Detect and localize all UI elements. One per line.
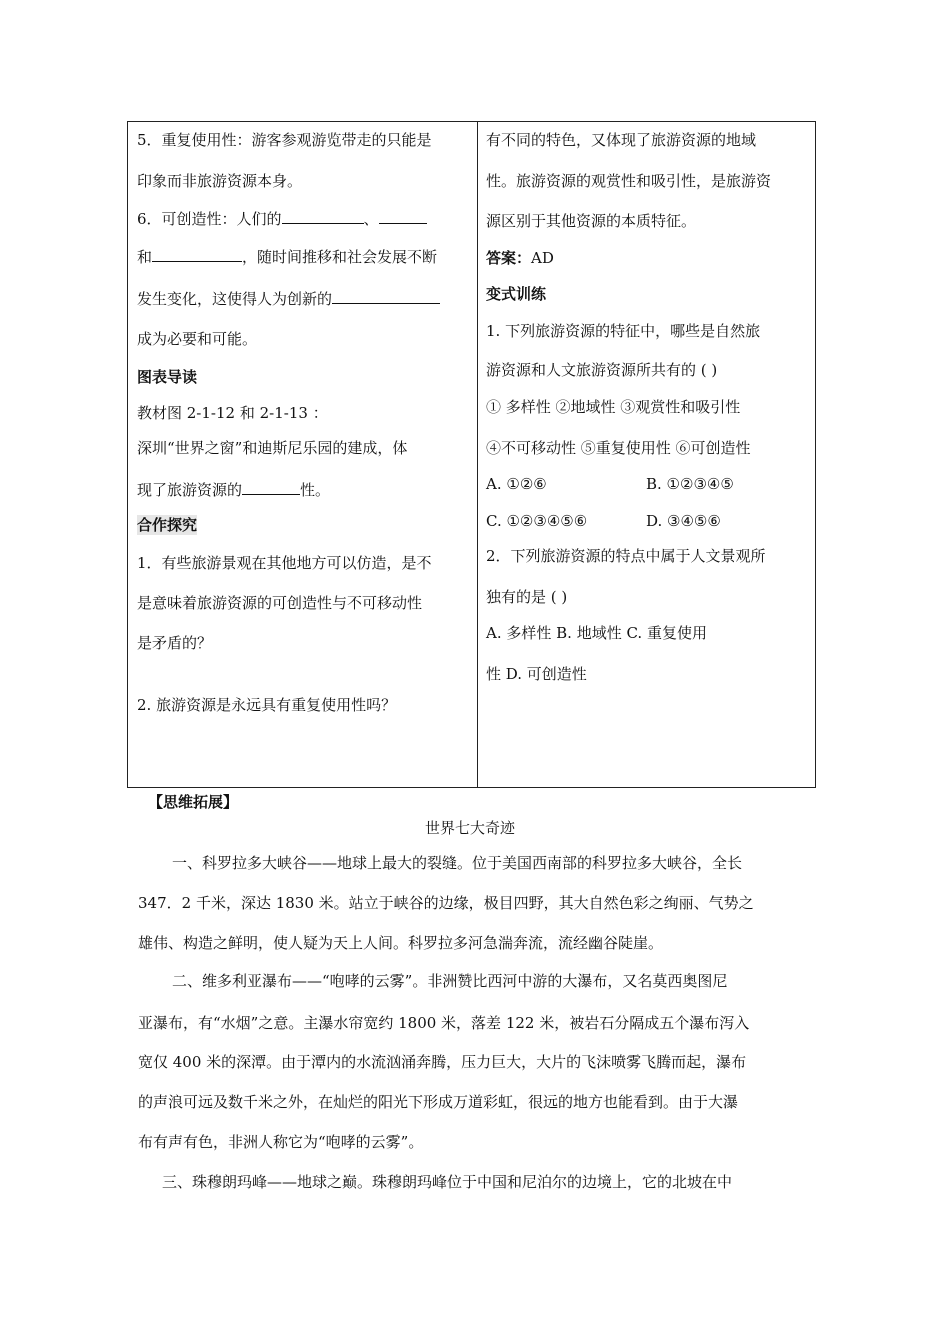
option-c: C. ①②③④⑤⑥ [486, 512, 588, 530]
text-line: 游资源和人文旅游资源所共有的 ( ) [486, 361, 718, 379]
blank-line [152, 246, 242, 262]
column-divider [477, 122, 478, 787]
text-line: 1．有些旅游景观在其他地方可以仿造，是不 [137, 554, 432, 572]
answer-line: 答案：AD [486, 249, 554, 267]
text-line: 性。旅游资源的观赏性和吸引性，是旅游资 [486, 172, 772, 190]
text-line: 发生变化，这使得人为创新的 [137, 288, 440, 309]
paragraph-line: 雄伟、构造之鲜明，使人疑为天上人间。科罗拉多河急湍奔流，流经幽谷陡崖。 [138, 934, 664, 952]
blank-line [282, 208, 364, 224]
text-line: 印象而非旅游资源本身。 [137, 172, 303, 190]
paragraph-line: 三、珠穆朗玛峰——地球之巅。珠穆朗玛峰位于中国和尼泊尔的边境上，它的北坡在中 [162, 1173, 733, 1191]
option-d: D. ③④⑤⑥ [646, 512, 721, 530]
text-line: 成为必要和可能。 [137, 330, 258, 348]
paragraph-line: 的声浪可远及数千米之外，在灿烂的阳光下形成万道彩虹，很远的地方也能看到。由于大瀑 [138, 1093, 739, 1111]
section-heading: 变式训练 [486, 285, 547, 303]
text-line: ④不可移动性 ⑤重复使用性 ⑥可创造性 [486, 439, 751, 457]
option-b: B. ①②③④⑤ [646, 475, 734, 493]
text-line: 教材图 2-1-12 和 2-1-13 ： [137, 404, 328, 422]
article-title: 世界七大奇迹 [425, 819, 516, 837]
section-heading: 图表导读 [137, 368, 198, 386]
text-line: 和 ，随时间推移和社会发展不断 [137, 248, 438, 266]
paragraph-line: 宽仅 400 米的深潭。由于潭内的水流汹涌奔腾，压力巨大，大片的飞沫喷雾飞腾而起，瀑布 [138, 1053, 747, 1071]
blank-line [332, 288, 440, 304]
text-line: 现了旅游资源的 性。 [137, 481, 331, 499]
text-line: 2．下列旅游资源的特点中属于人文景观所 [486, 547, 766, 565]
text-line: 是意味着旅游资源的可创造性与不可移动性 [137, 594, 423, 612]
text-line: 独有的是 ( ) [486, 588, 568, 606]
blank-line [379, 208, 427, 224]
text-line: A. 多样性 B. 地域性 C. 重复使用 [486, 624, 707, 642]
paragraph-line: 布有声有色，非洲人称它为“咆哮的云雾”。 [138, 1133, 424, 1151]
paragraph-line: 二、维多利亚瀑布——“咆哮的云雾”。非洲赞比西河中游的大瀑布，又名莫西奥图尼 [172, 972, 728, 990]
extension-heading: 【思维拓展】 [148, 793, 239, 811]
text-line: 性 D. 可创造性 [486, 665, 587, 683]
study-table [127, 121, 816, 788]
text-line: 深圳“世界之窗”和迪斯尼乐园的建成，体 [137, 439, 408, 457]
paragraph-line: 一、科罗拉多大峡谷——地球上最大的裂缝。位于美国西南部的科罗拉多大峡谷，全长 [172, 854, 743, 872]
text-line: 1. 下列旅游资源的特征中，哪些是自然旅 [486, 322, 761, 340]
paragraph-line: 亚瀑布，有“水烟”之意。主瀑水帘宽约 1800 米，落差 122 米，被岩石分隔成五个瀑布泻入 [138, 1014, 750, 1032]
text-line: 2. 旅游资源是永远具有重复使用性吗？ [137, 696, 397, 714]
paragraph-line: 347．2 千米，深达 1830 米。站立于峡谷的边缘，极目四野，其大自然色彩之绚丽、气势之 [138, 894, 754, 912]
option-a: A. ①②⑥ [486, 475, 547, 493]
section-heading: 合作探究 [137, 516, 198, 534]
text-line: 有不同的特色，又体现了旅游资源的地域 [486, 131, 757, 149]
text-line: 6．可创造性：人们的 、 [137, 208, 427, 229]
text-line: 是矛盾的？ [137, 634, 213, 652]
text-line: ① 多样性 ②地域性 ③观赏性和吸引性 [486, 398, 741, 416]
text-line: 源区别于其他资源的本质特征。 [486, 212, 697, 230]
text-line: 5．重复使用性：游客参观游览带走的只能是 [137, 131, 432, 149]
blank-line [242, 479, 300, 495]
